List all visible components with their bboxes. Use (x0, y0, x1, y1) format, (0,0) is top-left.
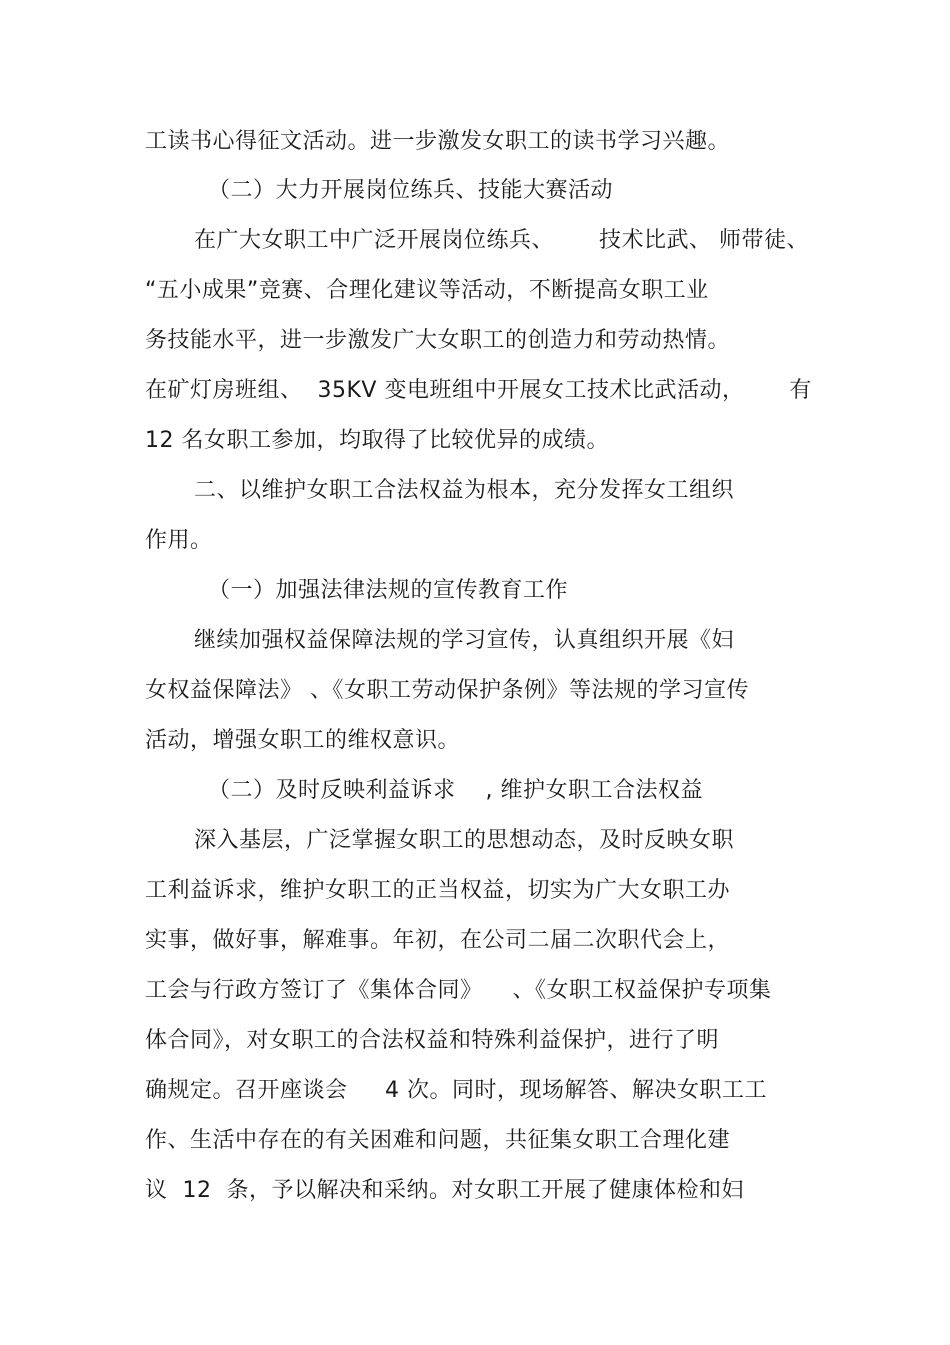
body-text-line: 女权益保障法》 、《女职工劳动保护条例》等法规的学习宣传 (145, 678, 749, 703)
body-text-line: 作、生活中存在的有关困难和问题，共征集女职工合理化建 (145, 1128, 731, 1153)
section-heading: 二、以维护女职工合法权益为根本，充分发挥女工组织 (194, 478, 735, 503)
body-text-line: 在广大女职工中广泛开展岗位练兵、 技术比武、 师带徒、 (194, 228, 809, 253)
section-heading: 作用。 (145, 528, 213, 553)
body-text-line: 实事，做好事，解难事。年初，在公司二届二次职代会上， (145, 928, 731, 953)
body-text-line: 议 12 条，予以解决和采纳。对女职工开展了健康体检和妇 (145, 1178, 744, 1203)
body-text-line: 继续加强权益保障法规的学习宣传，认真组织开展《妇 (194, 628, 735, 653)
body-text-line: 务技能水平，进一步激发广大女职工的创造力和劳动热情。 (145, 328, 731, 353)
body-text-line: 工读书心得征文活动。进一步激发女职工的读书学习兴趣。 (145, 129, 731, 154)
body-text-line: 深入基层，广泛掌握女职工的思想动态，及时反映女职 (194, 828, 735, 853)
body-text-line: 确规定。召开座谈会 4 次。同时，现场解答、解决女职工工 (145, 1078, 767, 1103)
body-text-line: 12 名女职工参加，均取得了比较优异的成绩。 (145, 428, 609, 453)
body-text-line: 活动，增强女职工的维权意识。 (145, 728, 461, 753)
section-heading: （二）及时反映利益诉求 , 维护女职工合法权益 (208, 778, 703, 803)
body-text-line: 工会与行政方签订了《集体合同》 、《女职工权益保护专项集 (145, 978, 772, 1003)
section-heading: （二）大力开展岗位练兵、技能大赛活动 (208, 178, 614, 203)
section-heading: （一）加强法律法规的宣传教育工作 (208, 578, 569, 603)
body-text-line: 工利益诉求，维护女职工的正当权益，切实为广大女职工办 (145, 878, 731, 903)
body-text-line: 在矿灯房班组、 35KV 变电班组中开展女工技术比武活动， 有 (145, 378, 812, 403)
body-text-line: “五小成果”竞赛、合理化建议等活动，不断提高女职工业 (145, 278, 709, 303)
body-text-line: 体合同》，对女职工的合法权益和特殊利益保护，进行了明 (145, 1028, 720, 1053)
